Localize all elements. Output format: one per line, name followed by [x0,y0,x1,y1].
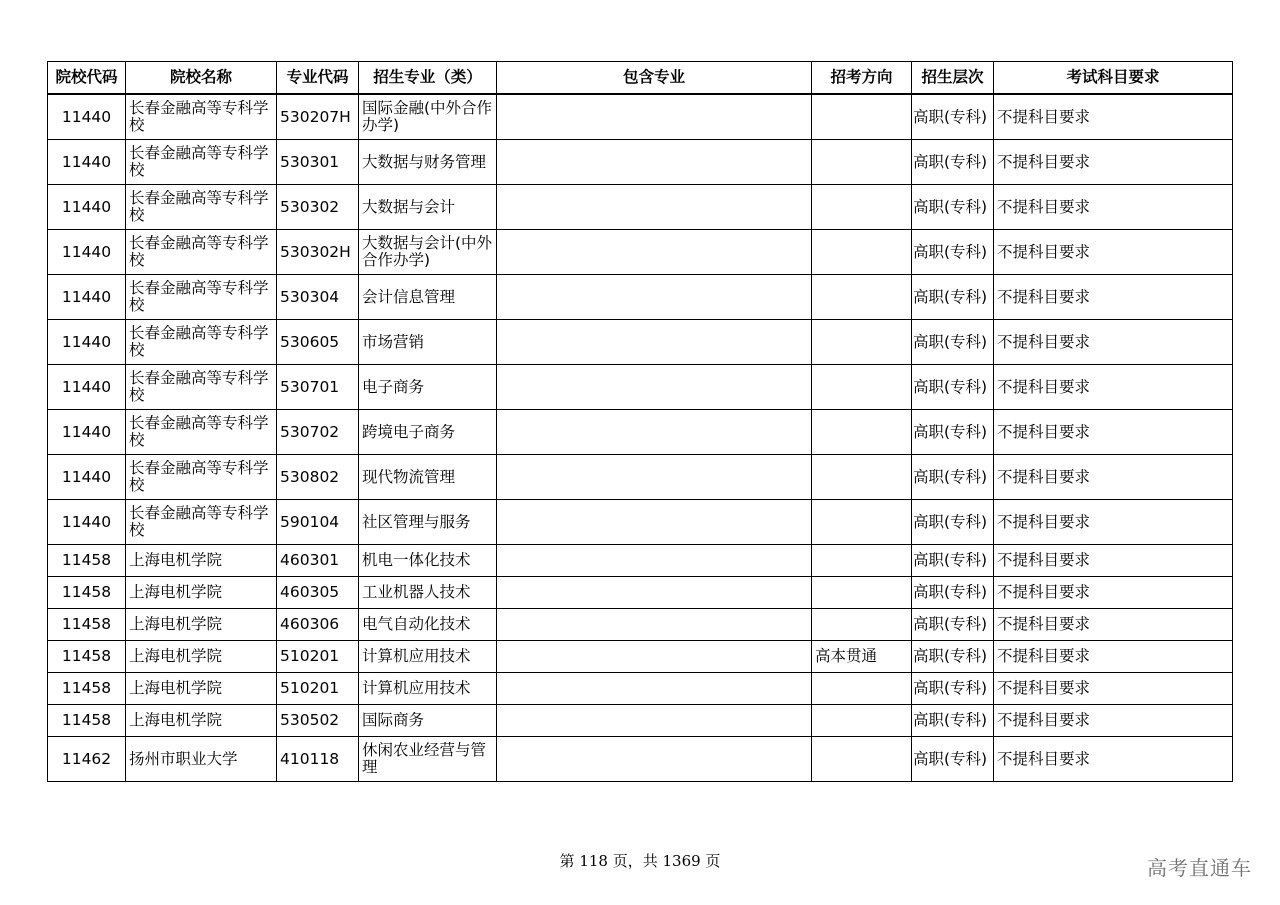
cell-subject-requirements: 不提科目要求 [994,673,1233,705]
cell-program-code: 530302 [277,185,359,230]
cell-direction [812,545,912,577]
table-row [48,577,1233,609]
cell-program-code: 530605 [277,320,359,365]
table-header-row [48,62,1233,95]
table-row [48,500,1233,545]
cell-program: 会计信息管理 [359,275,497,320]
cell-direction [812,455,912,500]
cell-school-name: 长春金融高等专科学校 [126,230,277,275]
cell-subject-requirements: 不提科目要求 [994,545,1233,577]
cell-included-majors [497,365,812,410]
cell-direction [812,737,912,782]
cell-school-name: 上海电机学院 [126,641,277,673]
cell-program-code: 530702 [277,410,359,455]
cell-program: 大数据与会计 [359,185,497,230]
cell-school-code: 11462 [48,737,126,782]
cell-included-majors [497,500,812,545]
cell-level: 高职(专科) [912,410,994,455]
page-number: 第 118 页，共 1369 页 [559,852,721,870]
cell-school-code: 11440 [48,275,126,320]
cell-program-code: 510201 [277,673,359,705]
cell-level: 高职(专科) [912,500,994,545]
cell-school-name: 长春金融高等专科学校 [126,275,277,320]
cell-direction [812,185,912,230]
cell-program-code: 460306 [277,609,359,641]
table-row [48,673,1233,705]
admissions-table [47,61,1233,782]
cell-direction [812,230,912,275]
cell-level: 高职(专科) [912,365,994,410]
cell-school-code: 11440 [48,185,126,230]
cell-school-code: 11458 [48,705,126,737]
cell-level: 高职(专科) [912,737,994,782]
cell-subject-requirements: 不提科目要求 [994,609,1233,641]
cell-level: 高职(专科) [912,609,994,641]
cell-program: 大数据与会计(中外合作办学) [359,230,497,275]
cell-level: 高职(专科) [912,673,994,705]
cell-school-name: 长春金融高等专科学校 [126,185,277,230]
cell-subject-requirements: 不提科目要求 [994,577,1233,609]
cell-direction [812,705,912,737]
cell-level: 高职(专科) [912,641,994,673]
cell-school-code: 11458 [48,609,126,641]
cell-included-majors [497,455,812,500]
cell-direction [812,365,912,410]
header-school-code: 院校代码 [48,62,126,95]
cell-program: 机电一体化技术 [359,545,497,577]
cell-included-majors [497,577,812,609]
table-row [48,320,1233,365]
watermark: 高考直通车 [1147,856,1252,880]
cell-included-majors [497,545,812,577]
cell-school-code: 11458 [48,641,126,673]
table-row [48,705,1233,737]
cell-program: 计算机应用技术 [359,641,497,673]
cell-direction [812,275,912,320]
cell-school-name: 上海电机学院 [126,705,277,737]
cell-subject-requirements: 不提科目要求 [994,410,1233,455]
cell-school-code: 11440 [48,140,126,185]
cell-school-name: 长春金融高等专科学校 [126,500,277,545]
cell-included-majors [497,320,812,365]
cell-level: 高职(专科) [912,275,994,320]
cell-program-code: 530502 [277,705,359,737]
cell-direction [812,673,912,705]
cell-school-code: 11440 [48,230,126,275]
cell-level: 高职(专科) [912,577,994,609]
cell-school-name: 上海电机学院 [126,545,277,577]
cell-program: 电气自动化技术 [359,609,497,641]
cell-subject-requirements: 不提科目要求 [994,641,1233,673]
cell-program-code: 530802 [277,455,359,500]
table-row [48,609,1233,641]
cell-direction [812,94,912,140]
cell-subject-requirements: 不提科目要求 [994,185,1233,230]
cell-level: 高职(专科) [912,185,994,230]
cell-program-code: 460301 [277,545,359,577]
cell-program: 现代物流管理 [359,455,497,500]
cell-level: 高职(专科) [912,320,994,365]
cell-school-name: 长春金融高等专科学校 [126,410,277,455]
table-row [48,410,1233,455]
cell-included-majors [497,673,812,705]
cell-school-name: 长春金融高等专科学校 [126,320,277,365]
cell-subject-requirements: 不提科目要求 [994,737,1233,782]
cell-program: 电子商务 [359,365,497,410]
cell-included-majors [497,94,812,140]
cell-included-majors [497,641,812,673]
cell-program-code: 410118 [277,737,359,782]
cell-included-majors [497,705,812,737]
cell-program-code: 530302H [277,230,359,275]
cell-school-code: 11440 [48,500,126,545]
table-row [48,94,1233,140]
table-row [48,140,1233,185]
cell-program: 跨境电子商务 [359,410,497,455]
cell-school-name: 长春金融高等专科学校 [126,455,277,500]
cell-direction [812,140,912,185]
cell-school-code: 11440 [48,455,126,500]
cell-program: 国际商务 [359,705,497,737]
cell-program-code: 530701 [277,365,359,410]
header-school-name: 院校名称 [126,62,277,95]
cell-school-name: 长春金融高等专科学校 [126,365,277,410]
cell-school-code: 11458 [48,673,126,705]
cell-direction [812,320,912,365]
cell-level: 高职(专科) [912,705,994,737]
cell-included-majors [497,185,812,230]
cell-program-code: 530207H [277,94,359,140]
cell-school-code: 11440 [48,320,126,365]
cell-program: 计算机应用技术 [359,673,497,705]
cell-level: 高职(专科) [912,545,994,577]
header-direction: 招考方向 [812,62,912,95]
cell-direction [812,577,912,609]
cell-school-name: 上海电机学院 [126,673,277,705]
table-row [48,737,1233,782]
header-program-code: 专业代码 [277,62,359,95]
cell-direction [812,609,912,641]
cell-school-name: 长春金融高等专科学校 [126,94,277,140]
cell-included-majors [497,275,812,320]
cell-level: 高职(专科) [912,94,994,140]
cell-school-code: 11458 [48,545,126,577]
cell-level: 高职(专科) [912,455,994,500]
cell-direction [812,410,912,455]
table-row [48,365,1233,410]
cell-program: 市场营销 [359,320,497,365]
header-included-majors: 包含专业 [497,62,812,95]
cell-program-code: 460305 [277,577,359,609]
cell-subject-requirements: 不提科目要求 [994,500,1233,545]
cell-subject-requirements: 不提科目要求 [994,140,1233,185]
cell-school-code: 11440 [48,410,126,455]
header-subject-requirements: 考试科目要求 [994,62,1233,95]
cell-subject-requirements: 不提科目要求 [994,705,1233,737]
cell-program: 社区管理与服务 [359,500,497,545]
cell-direction: 高本贯通 [812,641,912,673]
cell-subject-requirements: 不提科目要求 [994,320,1233,365]
table-row [48,275,1233,320]
cell-level: 高职(专科) [912,230,994,275]
cell-program-code: 590104 [277,500,359,545]
cell-program-code: 530304 [277,275,359,320]
cell-school-code: 11458 [48,577,126,609]
cell-program-code: 510201 [277,641,359,673]
cell-school-name: 上海电机学院 [126,609,277,641]
table-row [48,641,1233,673]
table-body [48,94,1233,782]
cell-school-name: 长春金融高等专科学校 [126,140,277,185]
cell-subject-requirements: 不提科目要求 [994,230,1233,275]
table-row [48,185,1233,230]
header-level: 招生层次 [912,62,994,95]
cell-program: 休闲农业经营与管理 [359,737,497,782]
cell-subject-requirements: 不提科目要求 [994,275,1233,320]
cell-subject-requirements: 不提科目要求 [994,455,1233,500]
cell-program: 大数据与财务管理 [359,140,497,185]
cell-program-code: 530301 [277,140,359,185]
cell-included-majors [497,230,812,275]
cell-program: 国际金融(中外合作办学) [359,94,497,140]
cell-school-name: 扬州市职业大学 [126,737,277,782]
cell-program: 工业机器人技术 [359,577,497,609]
table-row [48,230,1233,275]
table-row [48,455,1233,500]
cell-school-code: 11440 [48,365,126,410]
cell-direction [812,500,912,545]
cell-school-code: 11440 [48,94,126,140]
header-program: 招生专业（类） [359,62,497,95]
cell-included-majors [497,140,812,185]
cell-subject-requirements: 不提科目要求 [994,94,1233,140]
cell-included-majors [497,737,812,782]
table-row [48,545,1233,577]
cell-school-name: 上海电机学院 [126,577,277,609]
cell-level: 高职(专科) [912,140,994,185]
cell-included-majors [497,410,812,455]
cell-subject-requirements: 不提科目要求 [994,365,1233,410]
cell-included-majors [497,609,812,641]
